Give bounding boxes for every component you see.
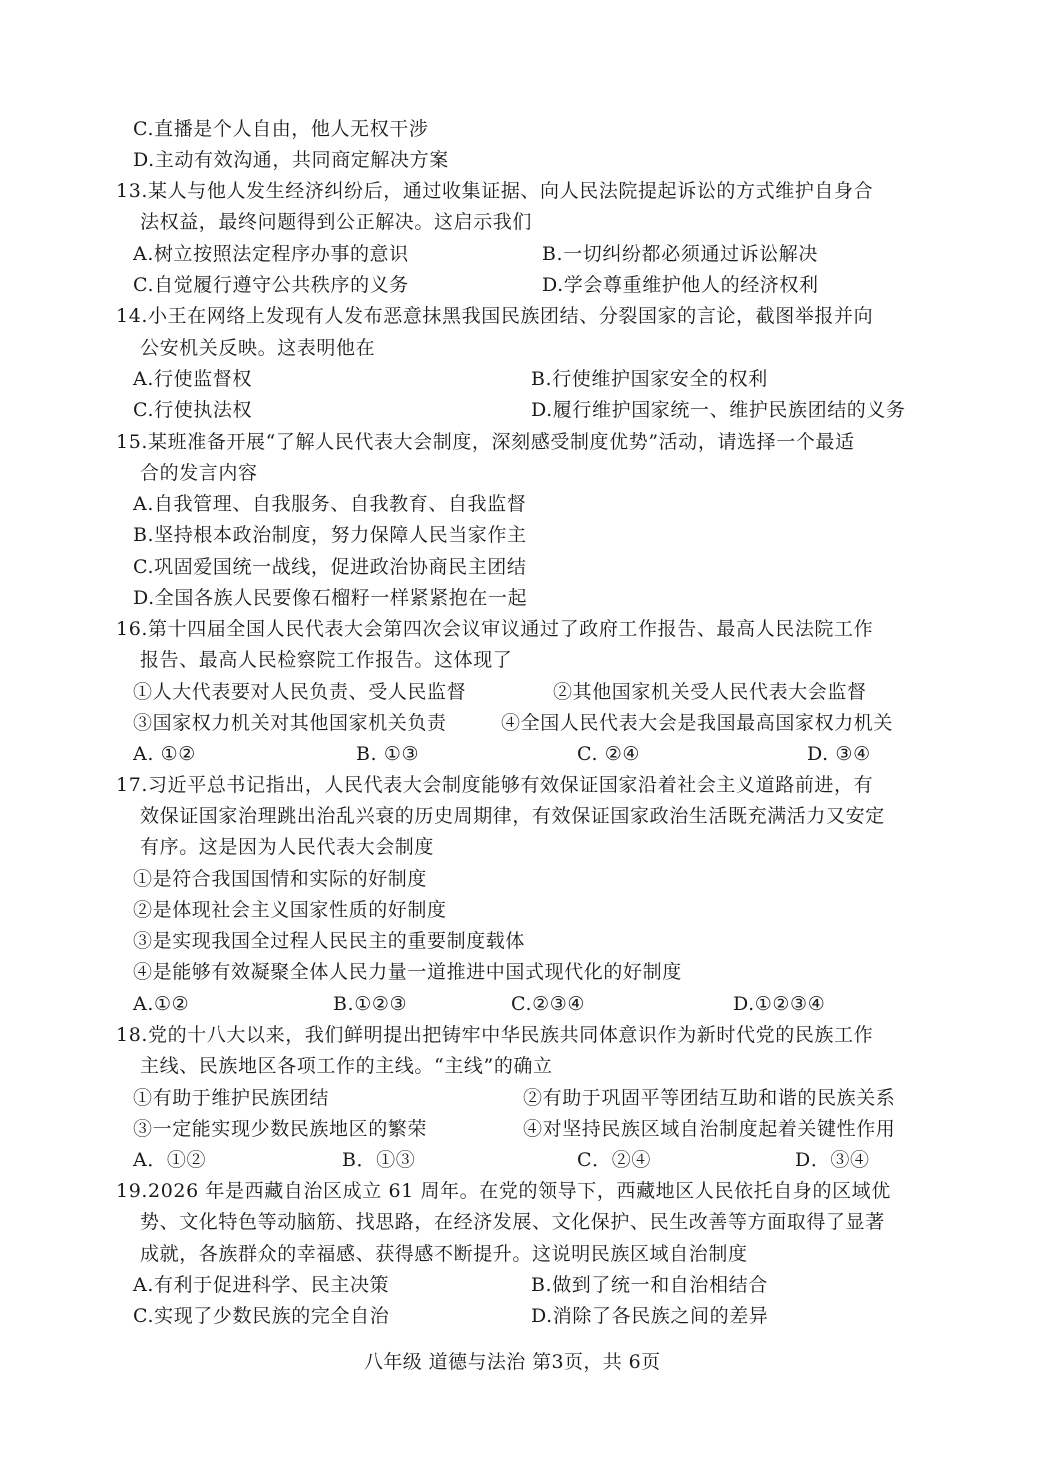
q13-option-a: A.树立按照法定程序办事的意识 bbox=[133, 243, 409, 265]
q17-item-2: ②是体现社会主义国家性质的好制度 bbox=[133, 899, 447, 921]
q14-stem-line-2: 公安机关反映。这表明他在 bbox=[140, 337, 376, 359]
q13-stem-line-1: 13.某人与他人发生经济纠纷后，通过收集证据、向人民法院提起诉讼的方式维护自身合 bbox=[116, 180, 874, 202]
q14-option-b: B.行使维护国家安全的权利 bbox=[531, 368, 768, 390]
q19-option-b: B.做到了统一和自治相结合 bbox=[531, 1274, 768, 1296]
q16-option-c: C. ②④ bbox=[577, 743, 641, 765]
q18-option-b: B．①③ bbox=[342, 1149, 416, 1171]
q19-stem-line-3: 成就，各族群众的幸福感、获得感不断提升。这说明民族区域自治制度 bbox=[140, 1243, 748, 1265]
q18-stem-line-2: 主线、民族地区各项工作的主线。“主线”的确立 bbox=[140, 1055, 553, 1077]
q19-option-a: A.有利于促进科学、民主决策 bbox=[133, 1274, 390, 1296]
q16-item-3: ③国家权力机关对其他国家机关负责 bbox=[133, 712, 447, 734]
q18-item-2: ②有助于巩固平等团结互助和谐的民族关系 bbox=[523, 1087, 896, 1109]
q16-stem-line-1: 16.第十四届全国人民代表大会第四次会议审议通过了政府工作报告、最高人民法院工作 bbox=[116, 618, 874, 640]
q17-item-1: ①是符合我国国情和实际的好制度 bbox=[133, 868, 428, 890]
q18-option-c: C．②④ bbox=[577, 1149, 651, 1171]
q18-item-3: ③一定能实现少数民族地区的繁荣 bbox=[133, 1118, 428, 1140]
q15-option-a: A.自我管理、自我服务、自我教育、自我监督 bbox=[133, 493, 527, 515]
q14-option-d: D.履行维护国家统一、维护民族团结的义务 bbox=[531, 399, 906, 421]
q17-stem-line-3: 有序。这是因为人民代表大会制度 bbox=[140, 836, 435, 858]
q19-option-c: C.实现了少数民族的完全自治 bbox=[133, 1305, 390, 1327]
q13-option-b: B.一切纠纷都必须通过诉讼解决 bbox=[542, 243, 819, 265]
q16-item-1: ①人大代表要对人民负责、受人民监督 bbox=[133, 681, 467, 703]
q15-stem-line-1: 15.某班准备开展“了解人民代表大会制度，深刻感受制度优势”活动，请选择一个最适 bbox=[116, 431, 855, 453]
q13-option-d: D.学会尊重维护他人的经济权利 bbox=[542, 274, 819, 296]
q16-stem-line-2: 报告、最高人民检察院工作报告。这体现了 bbox=[140, 649, 513, 671]
q17-option-c: C.②③④ bbox=[511, 993, 585, 1015]
q19-option-d: D.消除了各民族之间的差异 bbox=[531, 1305, 769, 1327]
q18-stem-line-1: 18.党的十八大以来，我们鲜明提出把铸牢中华民族共同体意识作为新时代党的民族工作 bbox=[116, 1024, 874, 1046]
q19-stem-line-1: 19.2026 年是西藏自治区成立 61 周年。在党的领导下，西藏地区人民依托自身的区域优 bbox=[116, 1180, 891, 1202]
q17-item-4: ④是能够有效凝聚全体人民力量一道推进中国式现代化的好制度 bbox=[133, 961, 682, 983]
q14-option-c: C.行使执法权 bbox=[133, 399, 253, 421]
q17-item-3: ③是实现我国全过程人民民主的重要制度载体 bbox=[133, 930, 526, 952]
q15-option-c: C.巩固爱国统一战线，促进政治协商民主团结 bbox=[133, 556, 527, 578]
q15-option-b: B.坚持根本政治制度，努力保障人民当家作主 bbox=[133, 524, 527, 546]
q13-option-c: C.自觉履行遵守公共秩序的义务 bbox=[133, 274, 409, 296]
q16-item-4: ④全国人民代表大会是我国最高国家权力机关 bbox=[501, 712, 894, 734]
q16-option-b: B. ①③ bbox=[356, 743, 420, 765]
q16-option-d: D. ③④ bbox=[807, 743, 871, 765]
q13-stem-line-2: 法权益，最终问题得到公正解决。这启示我们 bbox=[140, 211, 533, 233]
q17-stem-line-2: 效保证国家治理跳出治乱兴衰的历史周期律，有效保证国家政治生活既充满活力又安定 bbox=[140, 805, 885, 827]
q18-item-1: ①有助于维护民族团结 bbox=[133, 1087, 330, 1109]
q12-option-d: D.主动有效沟通，共同商定解决方案 bbox=[133, 149, 449, 171]
q14-option-a: A.行使监督权 bbox=[133, 368, 252, 390]
page-footer: 八年级 道德与法治 第3页，共 6页 bbox=[364, 1351, 661, 1373]
q17-option-a: A.①② bbox=[133, 993, 190, 1015]
q14-stem-line-1: 14.小王在网络上发现有人发布恶意抹黑我国民族团结、分裂国家的言论，截图举报并向 bbox=[116, 305, 874, 327]
q17-option-b: B.①②③ bbox=[333, 993, 408, 1015]
q16-option-a: A. ①② bbox=[133, 743, 196, 765]
q18-option-a: A．①② bbox=[133, 1149, 207, 1171]
q19-stem-line-2: 势、文化特色等动脑筋、找思路，在经济发展、文化保护、民生改善等方面取得了显著 bbox=[140, 1211, 885, 1233]
q18-item-4: ④对坚持民族区域自治制度起着关键性作用 bbox=[523, 1118, 896, 1140]
q17-option-d: D.①②③④ bbox=[733, 993, 826, 1015]
q17-stem-line-1: 17.习近平总书记指出，人民代表大会制度能够有效保证国家沿着社会主义道路前进，有 bbox=[116, 774, 874, 796]
q15-stem-line-2: 合的发言内容 bbox=[140, 462, 258, 484]
q18-option-d: D．③④ bbox=[795, 1149, 870, 1171]
q12-option-c: C.直播是个人自由，他人无权干涉 bbox=[133, 118, 429, 140]
q15-option-d: D.全国各族人民要像石榴籽一样紧紧抱在一起 bbox=[133, 587, 528, 609]
q16-item-2: ②其他国家机关受人民代表大会监督 bbox=[553, 681, 867, 703]
